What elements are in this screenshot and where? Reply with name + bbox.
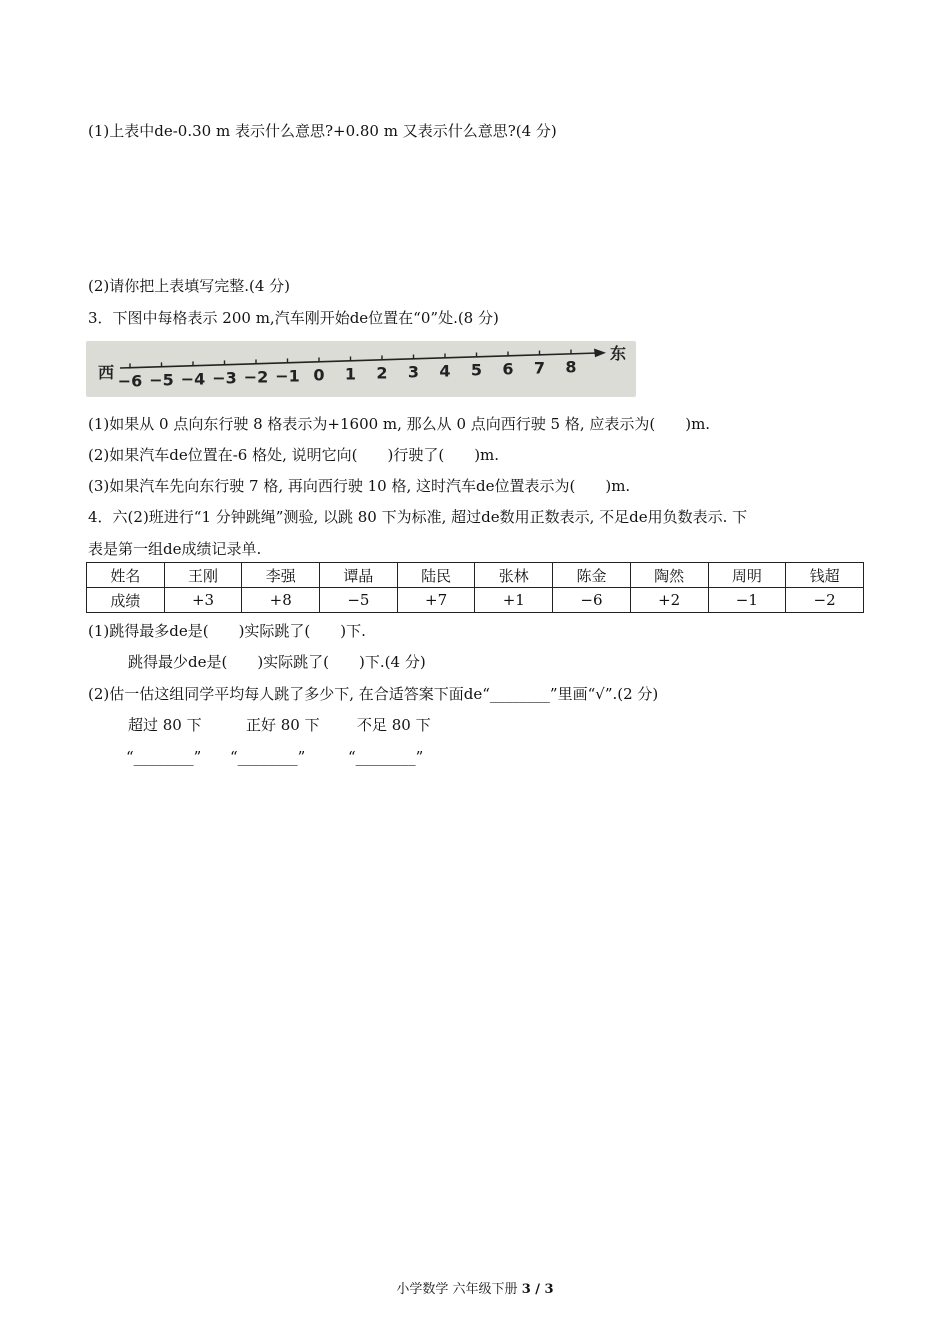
table-cell: −1 [708,588,786,613]
question-4-part-1a: (1)跳得最多de是( )实际跳了( )下. [88,622,366,640]
question-4-part-1b: 跳得最少de是( )实际跳了( )下.(4 分) [128,653,426,671]
table-cell: 钱超 [786,563,864,588]
answer-blank-3[interactable]: “________” [348,748,424,766]
option-exactly-80: 正好 80 下 [246,716,320,734]
option-under-80: 不足 80 下 [357,716,431,734]
question-3-stem: 3．下图中每格表示 200 m,汽车刚开始de位置在“0”处.(8 分) [88,309,499,327]
table-cell: +1 [475,588,553,613]
table-cell: 谭晶 [320,563,398,588]
number-line-figure [86,341,636,397]
score-table [86,562,864,613]
question-4-stem-line-2: 表是第一组de成绩记录单. [88,540,262,558]
number-line-label: −1 [275,366,300,386]
number-line-label: −2 [243,367,269,387]
number-line-label: −4 [180,369,206,389]
axis-arrow [594,349,606,358]
question-4-part-2: (2)估一估这组同学平均每人跳了多少下, 在合适答案下面de“________”里画“√”.(2 分) [88,685,659,703]
west-label: 西 [98,363,115,382]
table-cell: +3 [164,588,242,613]
number-line-label: 6 [502,359,514,379]
question-3-part-1: (1)如果从 0 点向东行驶 8 格表示为+1600 m, 那么从 0 点向西行驶 5 格, 应表示为( )m. [88,415,711,433]
table-cell: −5 [320,588,398,613]
table-cell: 陆民 [397,563,475,588]
table-cell: 王刚 [164,563,242,588]
number-line-label: 7 [533,358,546,378]
question-part-1: (1)上表中de-0.30 m 表示什么意思?+0.80 m 又表示什么意思?(4 分) [88,122,557,140]
table-cell: +2 [630,588,708,613]
number-line-label: −6 [117,371,143,391]
page-number: 3 / 3 [521,1282,554,1297]
number-line-label: 4 [439,361,451,381]
axis-line [120,353,598,368]
answer-blank-2[interactable]: “________” [230,748,306,766]
number-line-label: −3 [212,368,237,388]
question-3-part-3: (3)如果汽车先向东行驶 7 格, 再向西行驶 10 格, 这时汽车de位置表示为( )m. [88,477,631,495]
table-cell: −2 [786,588,864,613]
number-line-label: 1 [344,364,357,384]
table-cell: 姓名 [87,563,165,588]
table-cell: 陈金 [553,563,631,588]
table-cell: −6 [553,588,631,613]
question-part-2: (2)请你把上表填写完整.(4 分) [88,277,291,295]
table-cell: 陶然 [630,563,708,588]
table-cell: +8 [242,588,320,613]
table-cell: +7 [397,588,475,613]
table-cell: 成绩 [87,588,165,613]
number-line-label: −5 [149,370,174,390]
number-line-label: 3 [407,362,420,382]
tick-group [118,350,577,391]
number-line-label: 2 [376,363,388,383]
question-4-stem-line-1: 4．六(2)班进行“1 分钟跳绳”测验, 以跳 80 下为标准, 超过de数用正数表示, 不足de用负数表示. 下 [88,508,748,526]
table-cell: 周明 [708,563,786,588]
table-row-names [87,563,864,588]
table-cell: 李强 [242,563,320,588]
table-cell: 张林 [475,563,553,588]
page-footer [0,1278,950,1297]
answer-blank-1[interactable]: “________” [126,748,202,766]
footer-text: 小学数学 六年级下册 [396,1282,518,1297]
number-line-label: 0 [313,365,325,385]
number-line-label: 5 [470,360,483,380]
number-line-label: 8 [565,357,577,377]
question-3-part-2: (2)如果汽车de位置在-6 格处, 说明它向( )行驶了( )m. [88,446,500,464]
east-label: 东 [610,344,627,363]
option-over-80: 超过 80 下 [128,716,202,734]
table-row-scores [87,588,864,613]
number-line-svg [86,341,636,397]
